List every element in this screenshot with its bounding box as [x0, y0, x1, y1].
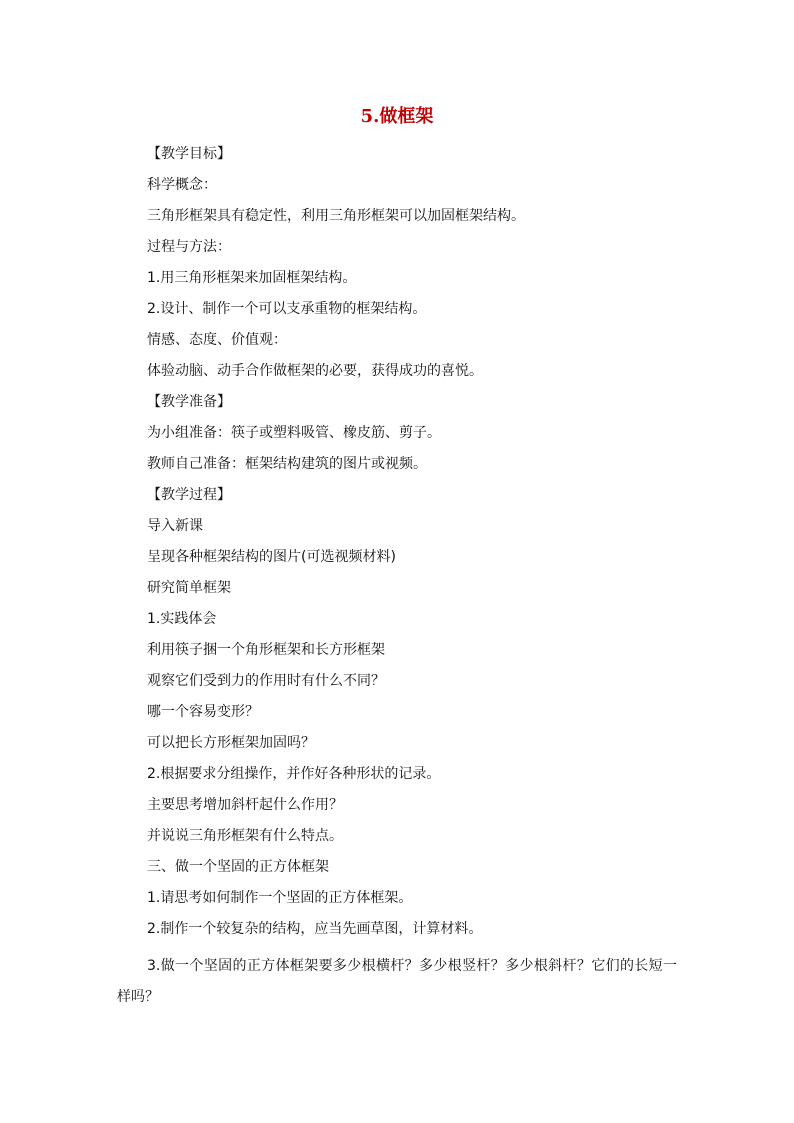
text-line: 哪一个容易变形？	[147, 704, 259, 720]
text-line: 为小组准备：筷子或塑料吸管、橡皮筋、剪子。	[147, 425, 441, 441]
text-line: 呈现各种框架结构的图片(可选视频材料)	[147, 549, 396, 565]
text-line: 主要思考增加斜杆起什么作用？	[147, 797, 343, 813]
text-line: 1.实践体会	[147, 611, 217, 627]
text-line: 过程与方法：	[147, 239, 231, 255]
text-line: 1.请思考如何制作一个坚固的正方体框架。	[147, 890, 413, 906]
text-line: 2.根据要求分组操作，并作好各种形状的记录。	[147, 766, 441, 782]
text-line: 2.设计、制作一个可以支承重物的框架结构。	[147, 301, 427, 317]
text-line: 体验动脑、动手合作做框架的必要，获得成功的喜悦。	[147, 363, 483, 379]
text-line: 情感、态度、价值观：	[147, 332, 287, 348]
text-line: 可以把长方形框架加固吗？	[147, 735, 315, 751]
section-heading-preparation: 【教学准备】	[147, 394, 231, 410]
text-line: 三、做一个坚固的正方体框架	[147, 859, 329, 875]
text-line: 观察它们受到力的作用时有什么不同？	[147, 673, 385, 689]
text-line: 1.用三角形框架来加固框架结构。	[147, 270, 357, 286]
text-line: 教师自己准备：框架结构建筑的图片或视频。	[147, 456, 427, 472]
text-line: 研究简单框架	[147, 580, 231, 596]
text-line: 利用筷子捆一个角形框架和长方形框架	[147, 642, 385, 658]
section-heading-process: 【教学过程】	[147, 487, 231, 503]
text-paragraph: 3.做一个坚固的正方体框架要多少根横杆？多少根竖杆？多少根斜杆？它们的长短一样吗？	[117, 958, 677, 1005]
text-line: 三角形框架具有稳定性，利用三角形框架可以加固框架结构。	[147, 208, 525, 224]
text-line: 并说说三角形框架有什么特点。	[147, 828, 343, 844]
text-line: 科学概念：	[147, 177, 217, 193]
page-title: 5.做框架	[360, 106, 434, 127]
section-heading-objectives: 【教学目标】	[147, 146, 231, 162]
text-line: 导入新课	[147, 518, 203, 534]
text-line: 2.制作一个较复杂的结构，应当先画草图，计算材料。	[147, 921, 483, 937]
